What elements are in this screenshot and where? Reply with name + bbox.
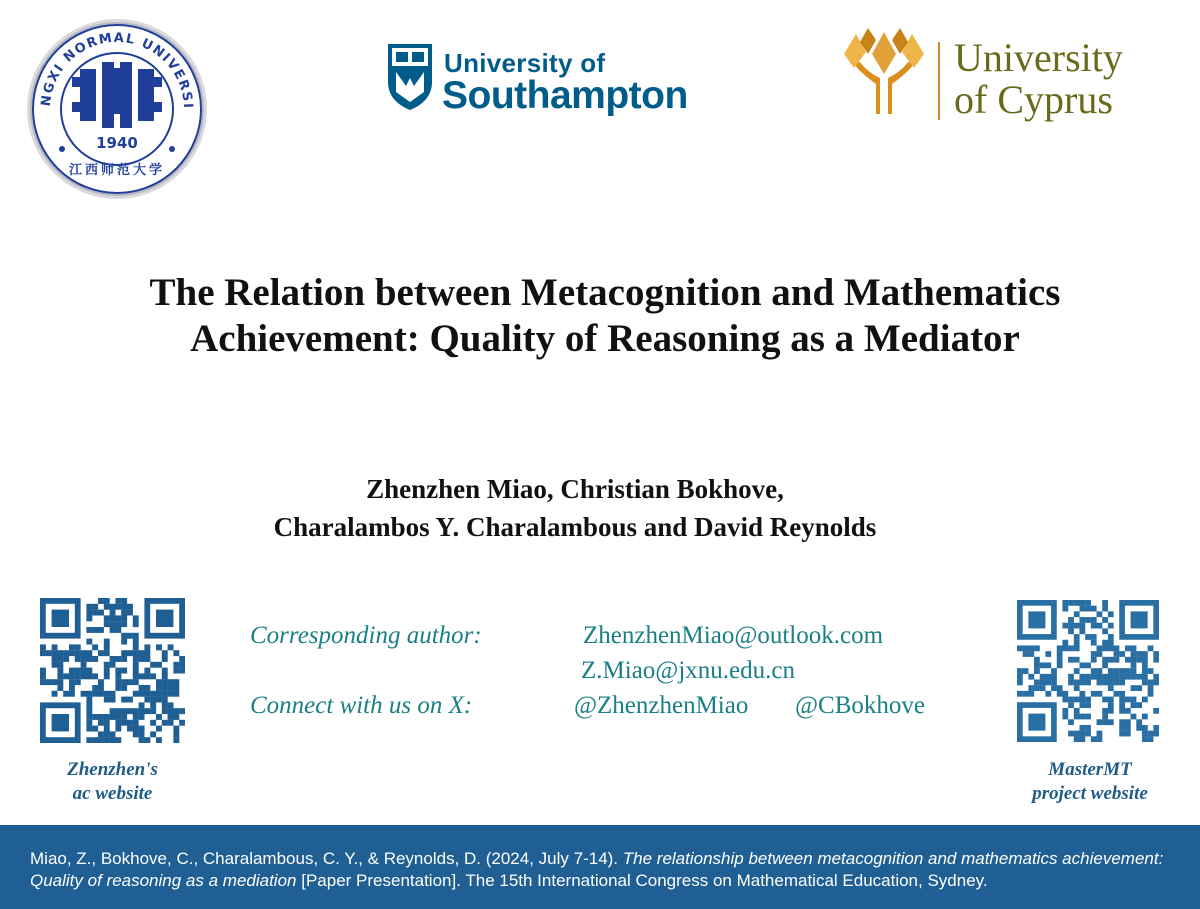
- citation-venue: [Paper Presentation]. The 15th International Congress on Mathematical Education, Sydney.: [301, 871, 988, 890]
- qr-right-caption-line1: MasterMT: [1048, 759, 1132, 780]
- cyprus-line1: University: [954, 35, 1123, 80]
- corresponding-author-label: Corresponding author:: [250, 622, 482, 649]
- jiangxi-normal-university-logo: [22, 14, 212, 204]
- qr-code-mastermt-website[interactable]: [1017, 600, 1159, 742]
- connect-on-x-label: Connect with us on X:: [250, 692, 473, 719]
- authors-line-1: Zhenzhen Miao, Christian Bokhove,: [366, 474, 784, 504]
- logo-chinese-text: 江西师范大学: [68, 163, 166, 178]
- logo-ring-text: NGXI NORMAL UNIVERSI: [38, 30, 196, 110]
- email-jxnu-link[interactable]: Z.Miao@jxnu.edu.cn: [581, 657, 795, 684]
- logo-year: 1940: [96, 134, 138, 152]
- qr-code-academic-website[interactable]: [40, 598, 185, 743]
- qr-left-caption: [30, 758, 195, 806]
- email-outlook-link[interactable]: ZhenzhenMiao@outlook.com: [583, 622, 884, 649]
- qr-left-caption-line1: Zhenzhen's: [67, 759, 158, 780]
- cyprus-tree-icon: [838, 28, 930, 114]
- qr-left-caption-line2: ac website: [72, 783, 153, 804]
- authors: [60, 470, 1090, 546]
- university-of-southampton-logo: [386, 42, 716, 132]
- citation-footer: [0, 825, 1200, 909]
- title-line-1: The Relation between Metacognition and Mathematics: [149, 271, 1061, 314]
- citation-authors-date: Miao, Z., Bokhove, C., Charalambous, C. Y., & Reynolds, D. (2024, July 7-14).: [30, 849, 619, 868]
- southampton-shield-icon: [386, 42, 434, 112]
- southampton-line2: Southampton: [442, 74, 688, 117]
- x-handle-cbokhove[interactable]: @CBokhove: [795, 692, 925, 719]
- qr-right-caption-line2: project website: [1032, 783, 1148, 804]
- citation-title: The relationship between metacognition and mathematics achievement: Quality of reasoning as a mediation: [30, 849, 1164, 890]
- authors-line-2: Charalambos Y. Charalambous and David Reynolds: [273, 512, 877, 542]
- citation-text: [30, 848, 1180, 892]
- cyprus-line2: of Cyprus: [954, 77, 1113, 122]
- presentation-title: [60, 270, 1150, 362]
- qr-right-caption: [1000, 758, 1180, 806]
- southampton-line1: University of: [444, 48, 606, 78]
- university-of-cyprus-logo: [838, 28, 1158, 128]
- title-line-2: Achievement: Quality of Reasoning as a Mediator: [190, 317, 1020, 360]
- x-handle-zhenzhenmiao[interactable]: @ZhenzhenMiao: [574, 692, 749, 719]
